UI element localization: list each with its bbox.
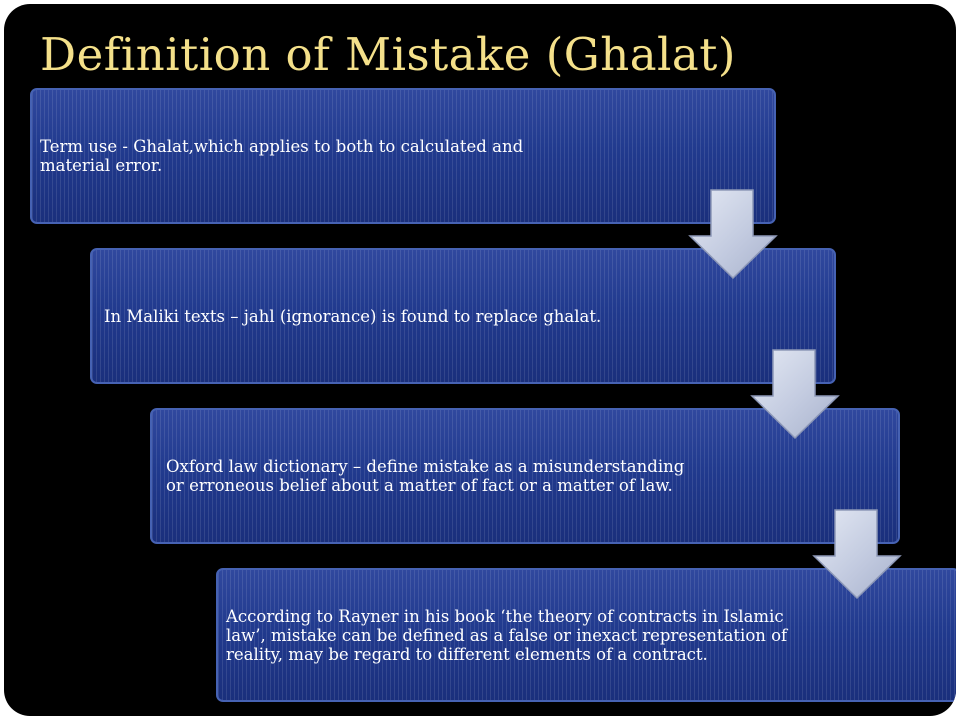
slide (4, 4, 956, 716)
bent-arrow-down-icon (812, 508, 902, 600)
bent-arrow-down-icon (750, 348, 840, 440)
process-step-2-text: In Maliki texts – jahl (ignorance) is found to replace ghalat. (104, 306, 602, 326)
process-step-3-text: Oxford law dictionary – define mistake as a misunderstanding or erroneous belief about a matter of fact or a matter of law. (166, 457, 685, 495)
bent-arrow-down-icon (688, 188, 778, 280)
process-step-1 (30, 88, 776, 224)
process-step-1-text: Term use - Ghalat,which applies to both to calculated and material error. (40, 137, 524, 175)
process-step-4-text: According to Rayner in his book ‘the theory of contracts in Islamic law’, mistake can be defined as a false or inexact representation of reality, may be regard to different elements of a contract. (226, 606, 788, 664)
slide-title: Definition of Mistake (Ghalat) (40, 28, 736, 81)
